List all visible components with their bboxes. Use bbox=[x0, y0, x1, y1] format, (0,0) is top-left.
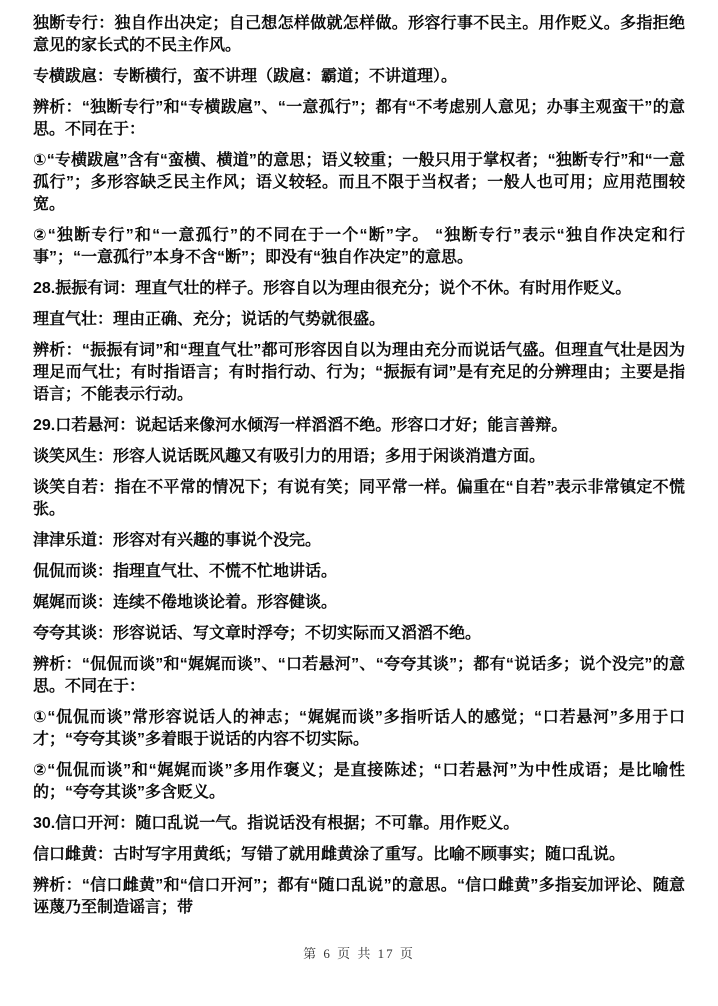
idiom-definition-paragraph bbox=[33, 415, 685, 437]
idiom-definition-paragraph bbox=[33, 530, 685, 552]
analysis-paragraph: 辨析：“振振有词”和“理直气壮”都可形容因自以为理由充分而说话气盛。但理直气壮是因为理足而气壮；有时指语言；有时指行动、行为；“振振有词”是有充足的分辨理由；主要是指语言；不能表示行动。 bbox=[33, 342, 685, 403]
idiom-definition-paragraph bbox=[33, 446, 685, 468]
analysis-paragraph: 辨析：“独断专行”和“专横跋扈”、“一意孤行”；都有“不考虑别人意见；办事主观蛮干”的意思。不同在于： bbox=[33, 99, 685, 138]
idiom-definition-paragraph bbox=[33, 623, 685, 645]
idiom-term: 津津乐道： bbox=[33, 532, 114, 549]
idiom-term: 28.振振有词： bbox=[33, 280, 136, 297]
document-body bbox=[33, 13, 685, 919]
idiom-term: 谈笑风生： bbox=[33, 448, 114, 465]
idiom-term: 29.口若悬河： bbox=[33, 417, 136, 434]
idiom-definition-paragraph bbox=[33, 813, 685, 835]
idiom-definition-text: 随口乱说一气。指说话没有根据；不可靠。用作贬义。 bbox=[135, 815, 520, 832]
idiom-term: 理直气壮： bbox=[33, 311, 114, 328]
analysis-paragraph: ②“独断专行”和“一意孤行”的不同在于一个“断”字。 “独断专行”表示“独自作决定和行事”；“一意孤行”本身不含“断”；即没有“独自作决定”的意思。 bbox=[33, 227, 685, 266]
idiom-definition-text: 说起话来像河水倾泻一样滔滔不绝。形容口才好；能言善辩。 bbox=[135, 417, 568, 434]
idiom-term: 侃侃而谈： bbox=[33, 563, 114, 580]
analysis-paragraph: ①“侃侃而谈”常形容说话人的神志；“娓娓而谈”多指听话人的感觉；“口若悬河”多用于口才；“夸夸其谈”多着眼于说话的内容不切实际。 bbox=[33, 709, 685, 748]
idiom-definition-text: 形容人说话既风趣又有吸引力的用语；多用于闲谈消遣方面。 bbox=[113, 448, 546, 465]
analysis-paragraph: 辨析：“信口雌黄”和“信口开河”；都有“随口乱说”的意思。“信口雌黄”多指妄加评论、随意诬蔑乃至制造谣言；带 bbox=[33, 877, 685, 916]
idiom-definition-paragraph bbox=[33, 13, 685, 57]
idiom-definition-text: 理由正确、充分；说话的气势就很盛。 bbox=[113, 311, 386, 328]
idiom-definition-text: 连续不倦地谈论着。形容健谈。 bbox=[113, 594, 338, 611]
analysis-paragraph: ①“专横跋扈”含有“蛮横、横道”的意思；语义较重；一般只用于掌权者；“独断专行”和“一意孤行”；多形容缺乏民主作风；语义较轻。而且不限于当权者；一般人也可用；应用范围较宽。 bbox=[33, 152, 685, 213]
idiom-definition-text: 形容说话、写文章时浮夸；不切实际而又滔滔不绝。 bbox=[113, 625, 482, 642]
analysis-paragraph: 辨析：“侃侃而谈”和“娓娓而谈”、“口若悬河”、“夸夸其谈”；都有“说话多；说个没完”的意思。不同在于： bbox=[33, 656, 685, 695]
idiom-definition-text: 独自作出决定；自己想怎样做就怎样做。形容行事不民主。用作贬义。多指拒绝意见的家长式的不民主作风。 bbox=[33, 15, 685, 54]
idiom-definition-paragraph bbox=[33, 309, 685, 331]
idiom-term: 谈笑自若： bbox=[33, 479, 115, 496]
idiom-definition-paragraph bbox=[33, 278, 685, 300]
idiom-definition-text: 专断横行，蛮不讲理（跋扈：霸道；不讲道理）。 bbox=[113, 68, 458, 85]
idiom-term: 夸夸其谈： bbox=[33, 625, 114, 642]
idiom-definition-paragraph bbox=[33, 477, 685, 521]
idiom-definition-text: 指在不平常的情况下；有说有笑；同平常一样。偏重在“自若”表示非常镇定不慌张。 bbox=[33, 479, 685, 518]
idiom-definition-paragraph bbox=[33, 844, 685, 866]
idiom-definition-text: 形容对有兴趣的事说个没完。 bbox=[113, 532, 322, 549]
idiom-definition-text: 指理直气壮、不慌不忙地讲话。 bbox=[113, 563, 338, 580]
idiom-definition-text: 古时写字用黄纸；写错了就用雌黄涂了重写。比喻不顾事实；随口乱说。 bbox=[113, 846, 626, 863]
idiom-definition-paragraph bbox=[33, 592, 685, 614]
idiom-term: 专横跋扈： bbox=[33, 68, 114, 85]
analysis-paragraph: ②“侃侃而谈”和“娓娓而谈”多用作褒义；是直接陈述；“口若悬河”为中性成语；是比喻性的；“夸夸其谈”多含贬义。 bbox=[33, 762, 685, 801]
idiom-term: 独断专行： bbox=[33, 15, 115, 32]
idiom-term: 30.信口开河： bbox=[33, 815, 136, 832]
page-number-footer: 第 6 页 共 17 页 bbox=[303, 946, 415, 961]
idiom-definition-text: 理直气壮的样子。形容自以为理由很充分；说个不休。有时用作贬义。 bbox=[135, 280, 632, 297]
idiom-definition-paragraph bbox=[33, 66, 685, 88]
idiom-term: 娓娓而谈： bbox=[33, 594, 114, 611]
idiom-definition-paragraph bbox=[33, 561, 685, 583]
idiom-term: 信口雌黄： bbox=[33, 846, 114, 863]
